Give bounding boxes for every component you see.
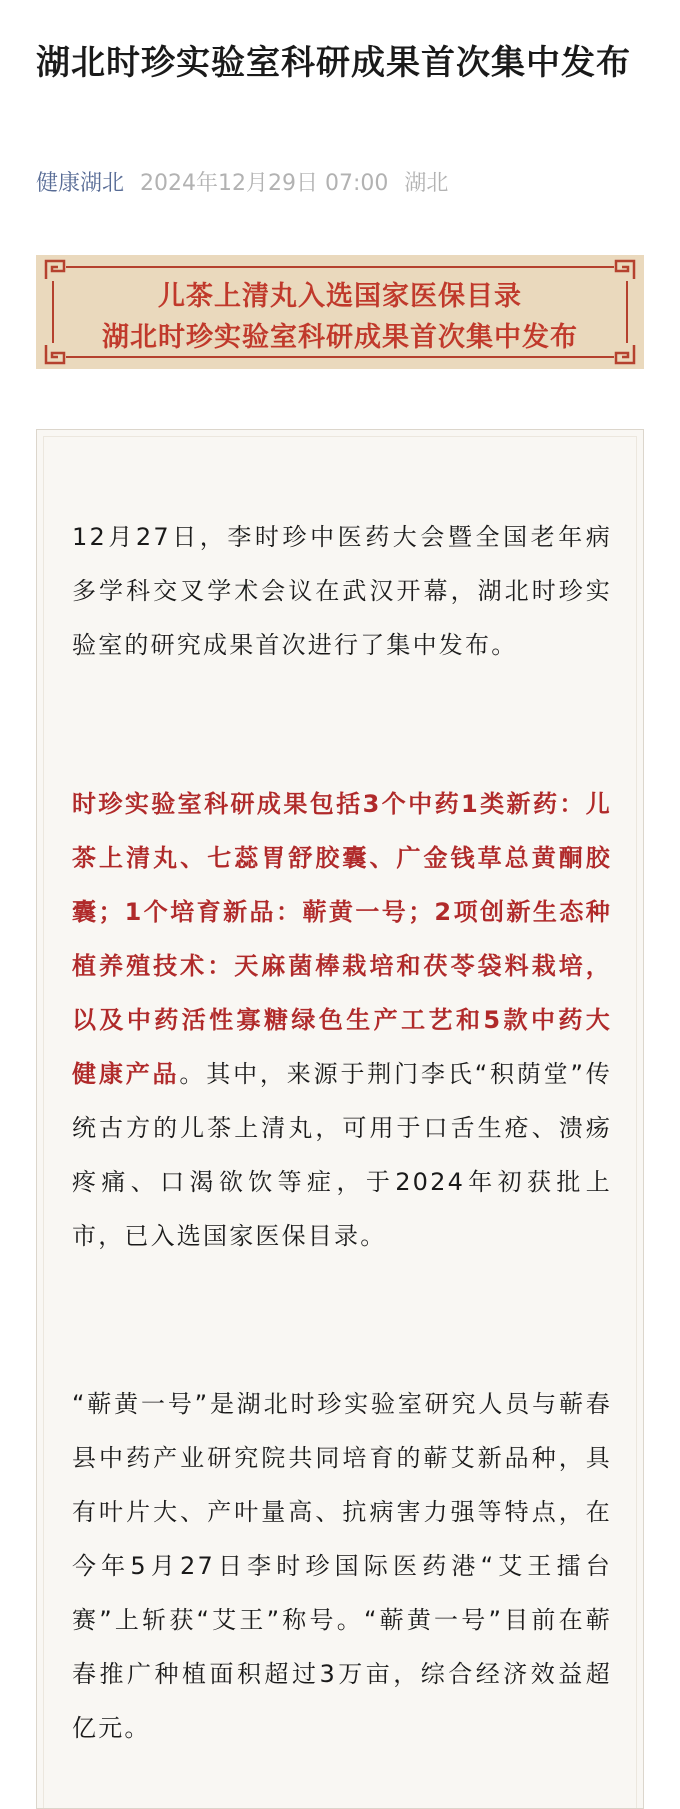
article-meta — [36, 168, 448, 200]
publish-date: 2024年12月29日 07:00 — [140, 171, 389, 196]
paragraph-3: “蕲黄一号”是湖北时珍实验室研究人员与蕲春县中药产业研究院共同培育的蕲艾新品种，具有叶片大、产叶量高、抗病害力强等特点，在今年5月27日李时珍国际医药港“艾王擂台赛”上斩获“艾王”称号。“蕲黄一号”目前在蕲春推广种植面积超过3万亩，综合经济效益超亿元。 — [72, 1390, 612, 1742]
paragraph-1: 12月27日，李时珍中医药大会暨全国老年病多学科交叉学术会议在武汉开幕，湖北时珍实验室的研究成果首次进行了集中发布。 — [72, 523, 612, 659]
banner-headline-line2: 湖北时珍实验室科研成果首次集中发布 — [102, 322, 578, 353]
headline-banner — [36, 255, 644, 369]
paragraph-2 — [72, 777, 612, 1263]
paragraph-2-highlight: 时珍实验室科研成果包括3个中药1类新药：儿茶上清丸、七蕊胃舒胶囊、广金钱草总黄酮胶囊；1个培育新品：蕲黄一号；2项创新生态种植养殖技术：天麻菌棒栽培和茯苓袋料栽培，以及中药活性寡糖绿色生产工艺和5款中药大健康产品 — [72, 790, 612, 1088]
banner-headline-line1: 儿茶上清丸入选国家医保目录 — [158, 281, 522, 312]
source-account-link[interactable]: 健康湖北 — [36, 171, 125, 196]
publish-region: 湖北 — [404, 171, 449, 196]
paragraph-2-text: 。其中，来源于荆门李氏“积荫堂”传统古方的儿茶上清丸，可用于口舌生疮、溃疡疼痛、口渴欲饮等症，于2024年初获批上市，已入选国家医保目录。 — [72, 1060, 612, 1250]
article-title: 湖北时珍实验室科研成果首次集中发布 — [36, 43, 631, 83]
